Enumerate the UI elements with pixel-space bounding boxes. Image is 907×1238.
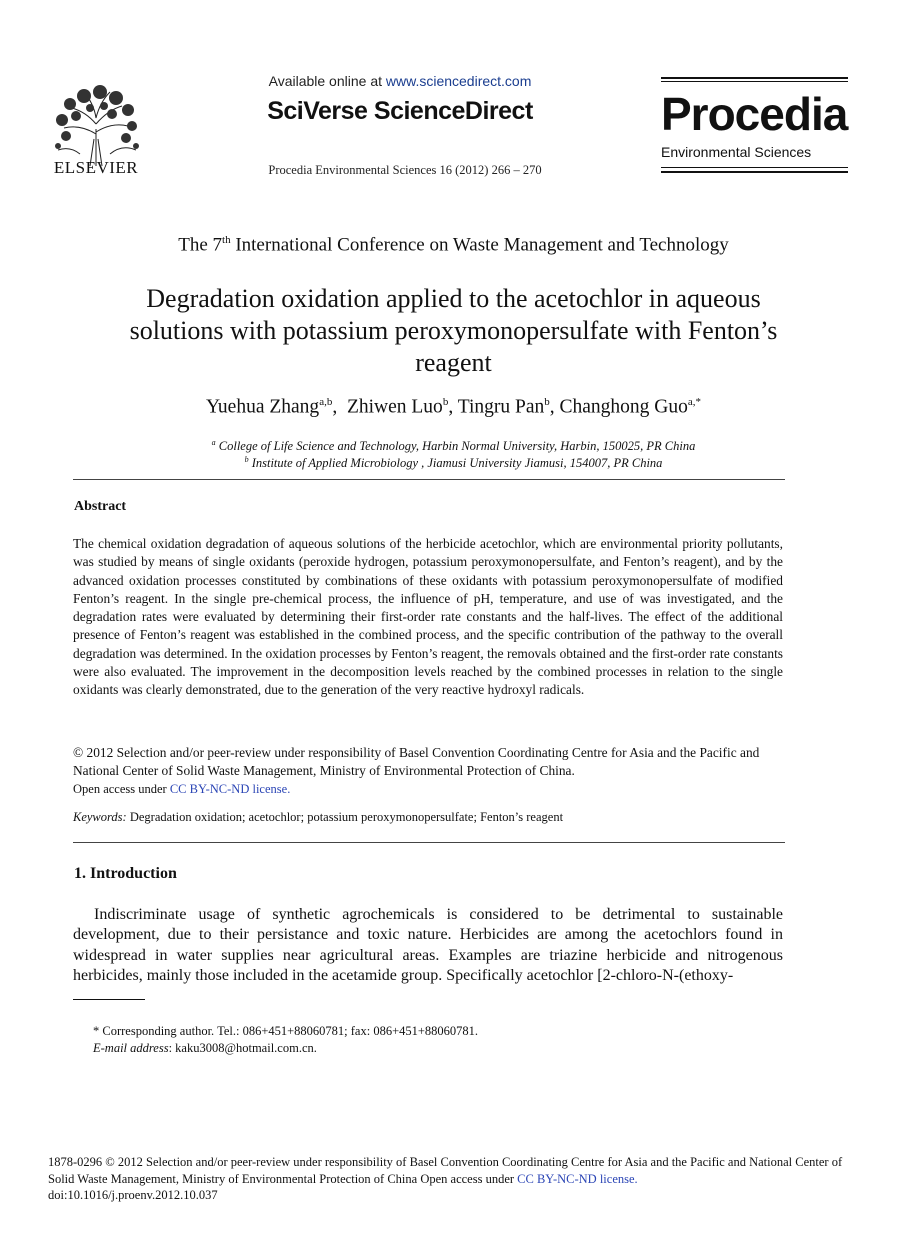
paper-title [60, 283, 847, 379]
author-name: Yuehua Zhang [206, 396, 320, 418]
journal-reference: Procedia Environmental Sciences 16 (2012) 266 – 270 [268, 163, 542, 177]
title-line: Degradation oxidation applied to the acetochlor in aqueous [146, 284, 761, 313]
procedia-logo: Procedia [661, 88, 848, 140]
sciverse-sciencedirect-logo: SciVerse ScienceDirect [267, 97, 533, 125]
open-access-prefix: Open access under [73, 782, 170, 796]
corresponding-author-note: * Corresponding author. Tel.: 086+451+88060781; fax: 086+451+88060781. [93, 1024, 479, 1038]
conference-name [60, 234, 847, 256]
author-sep: , [448, 396, 458, 418]
issn-text: 1878-0296 © 2012 Selection and/or peer-review under responsibility of Basel Convention Coordinating Centre for Asia and the Pacific and National Center of Solid Waste Management, Ministry of Environmental Protection of China [48, 1155, 843, 1186]
section-divider [73, 479, 785, 480]
conference-rest: International Conference on Waste Management and Technology [230, 234, 729, 256]
conference-ordinal: th [222, 234, 231, 246]
affiliation-mark: a [211, 438, 216, 447]
introduction-body: Indiscriminate usage of synthetic agrochemicals is considered to be detrimental to sustainable development, due to their persistance and toxic nature. Herbicides are among the acetochlors found in widespread in water supplies near agricultural areas. Examples are triazine herbicide and nitrogenous herbicides, mainly those included in the acetamide group. Specifically acetochlor [2-chloro-N-(ethoxy- [73, 906, 783, 984]
author-name: Changhong Guo [559, 396, 688, 418]
elsevier-wordmark: ELSEVIER [53, 158, 139, 177]
affiliation-text: Institute of Applied Microbiology , Jiamusi University Jiamusi, 154007, PR China [248, 456, 663, 471]
copyright-notice: © 2012 Selection and/or peer-review under responsibility of Basel Convention Coordinating Centre for Asia and the Pacific and National Center of Solid Waste Management, Ministry of Environmental Protection of China. [73, 745, 760, 778]
abstract-body: The chemical oxidation degradation of aqueous solutions of the herbicide acetochlor, which are environmental priority pollutants, was studied by means of single oxidants (peroxide hydrogen, potassium peroxymonopersulfate, and Fenton’s reagent), and by the advanced oxidation processes constituted by combinations of these oxidants with potassium peroxymonopersulfate of modified Fenton’s reagent. In the single pre-chemical process, the influence of pH, temperature, and use of was investigated, and the degradation rates were evaluated by determining their first-order rate constants and the half-lives. The effect of the additional presence of Fenton’s reagent was established in the combined process, and the specific contribution of the pathway to the overall degradation was determined. In the oxidation processes by Fenton’s reagent, the removals obtained and the first-order rate constants were also evaluated. The improvement in the decomposition levels reached by the combined processes in relation to the single oxidants was clearly demonstrated, due to the generation of the very reactive hydroxyl radicals. [73, 536, 783, 698]
author-sup: a,b [319, 396, 333, 408]
author-sep: , [549, 396, 560, 418]
section-divider [73, 842, 785, 843]
email-label: E-mail address [93, 1041, 169, 1055]
author-name: Zhiwen Luo [346, 396, 443, 418]
title-line: solutions with potassium peroxymonopersulfate with Fenton’s [129, 316, 778, 345]
author-sep: , [332, 396, 347, 418]
author-name: Tingru Pan [457, 396, 545, 418]
email-note [93, 1041, 317, 1056]
email-value: : kaku3008@hotmail.com.cn. [168, 1041, 317, 1055]
footer-license-link[interactable]: CC BY-NC-ND license. [517, 1172, 638, 1186]
procedia-rule [661, 77, 848, 79]
issn-copyright-footer [48, 1154, 848, 1188]
footnote-rule [73, 999, 145, 1000]
affiliation-text: College of Life Science and Technology, Harbin Normal University, Harbin, 150025, PR China [215, 439, 696, 454]
procedia-subtitle: Environmental Sciences [661, 144, 812, 160]
footer-open-access-prefix: Open access under [420, 1172, 518, 1186]
author-sup: b [544, 396, 550, 408]
open-access-line [73, 782, 290, 797]
affiliation [60, 455, 847, 471]
sciencedirect-link[interactable]: www.sciencedirect.com [385, 73, 532, 89]
procedia-rule [661, 171, 848, 173]
affiliation-mark: b [244, 455, 249, 464]
conference-prefix: The 7 [178, 234, 223, 256]
author-sup: b [442, 396, 449, 408]
license-link[interactable]: CC BY-NC-ND license. [169, 782, 291, 796]
keywords-label: Keywords: [73, 810, 127, 824]
available-prefix: Available online at [268, 73, 386, 89]
keywords-text: Degradation oxidation; acetochlor; potassium peroxymonopersulfate; Fenton’s reagent [126, 810, 564, 824]
author-sup: a,* [687, 396, 701, 408]
available-online [240, 73, 560, 89]
procedia-rule [661, 167, 848, 168]
author-list [60, 396, 847, 419]
introduction-heading: 1. Introduction [74, 865, 177, 882]
abstract-heading: Abstract [74, 499, 127, 514]
keywords [73, 810, 785, 825]
affiliation [60, 438, 847, 454]
doi: doi:10.1016/j.proenv.2012.10.037 [48, 1188, 218, 1202]
procedia-rule [661, 81, 848, 82]
title-line: reagent [415, 348, 492, 377]
